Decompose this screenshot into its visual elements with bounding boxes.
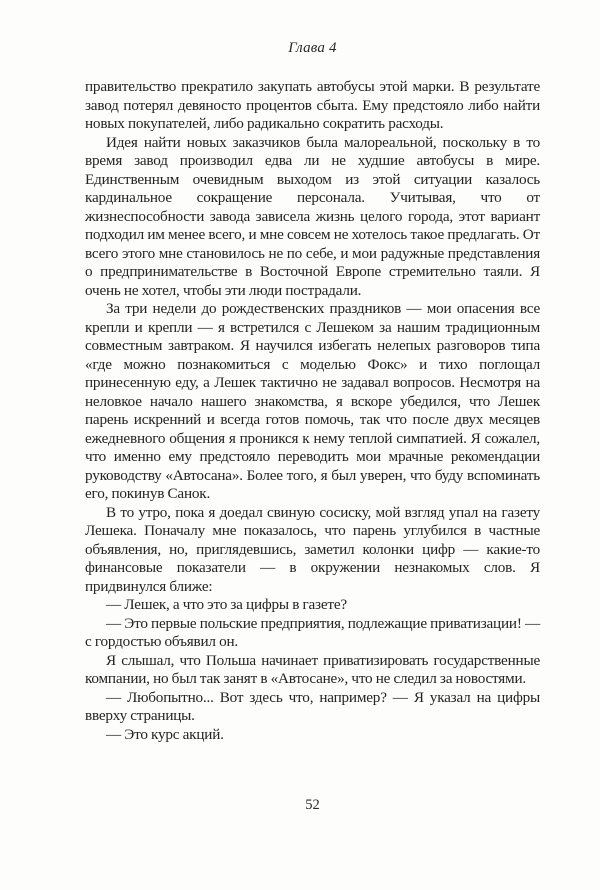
paragraph: За три недели до рождественских праздников — мои опасения все крепли и крепли — я встретился с Лешеком за нашим традиционным совместным завтраком. Я научился избегать нелепых разговоров типа «где можно познакомиться с моделью Фокс» и тихо поглощал принесенную еду, а Лешек тактично не задавал вопросов. Несмотря на неловкое начало нашего знакомства, я вскоре убедился, что Лешек парень искренний и всегда готов помочь, так что после двух месяцев ежедневного общения я проникся к нему теплой симпатией. Я сожалел, что именно ему предстояло переводить мои мрачные рекомендации руководству «Автосана». Более того, я был уверен, что буду вспоминать его, покинув Санок.	[85, 300, 540, 502]
dialogue-paragraph: — Лешек, а что это за цифры в газете?	[106, 596, 347, 613]
paragraph: правительство прекратило закупать автобусы этой марки. В результате завод потерял девяносто процентов сбыта. Ему предстояло либо найти новых покупателей, либо радикально сократить расходы.	[85, 78, 540, 132]
page-number: 52	[305, 797, 320, 813]
body-text	[85, 78, 540, 744]
dialogue-paragraph: — Это курс акций.	[106, 725, 224, 743]
paragraph: Идея найти новых заказчиков была малореальной, поскольку в то время завод производил едва ли не худшие автобусы в мире. Единственным очевидным выходом из этой ситуации казалось кардинальное сокращение персонала. Учитывая, что от жизнеспособности завода зависела жизнь целого города, этот вариант подходил им менее всего, и мне совсем не хотелось такое предлагать. От всего этого мне становилось не по себе, и мои радужные представления о предпринимательстве в Восточной Европе стремительно таяли. Я очень не хотел, чтобы эти люди пострадали.	[85, 133, 540, 299]
dialogue-paragraph: — Любопытно... Вот здесь что, например? — Я указал на цифры вверху страницы.	[85, 688, 540, 724]
running-head: Глава 4	[288, 40, 337, 56]
paragraph: Я слышал, что Польша начинает приватизировать государственные компании, но был так занят в «Автосане», что не следил за новостями.	[85, 651, 540, 687]
dialogue-paragraph: — Это первые польские предприятия, подлежащие приватизации! — с гордостью объявил он.	[85, 614, 540, 650]
paragraph: В то утро, пока я доедал свиную сосиску, мой взгляд упал на газету Лешека. Поначалу мне показалось, что парень углубился в частные объявления, но, приглядевшись, заметил колонки цифр — какие-то финансовые показатели — в окружении незнакомых слов. Я придвинулся ближе:	[85, 503, 540, 595]
